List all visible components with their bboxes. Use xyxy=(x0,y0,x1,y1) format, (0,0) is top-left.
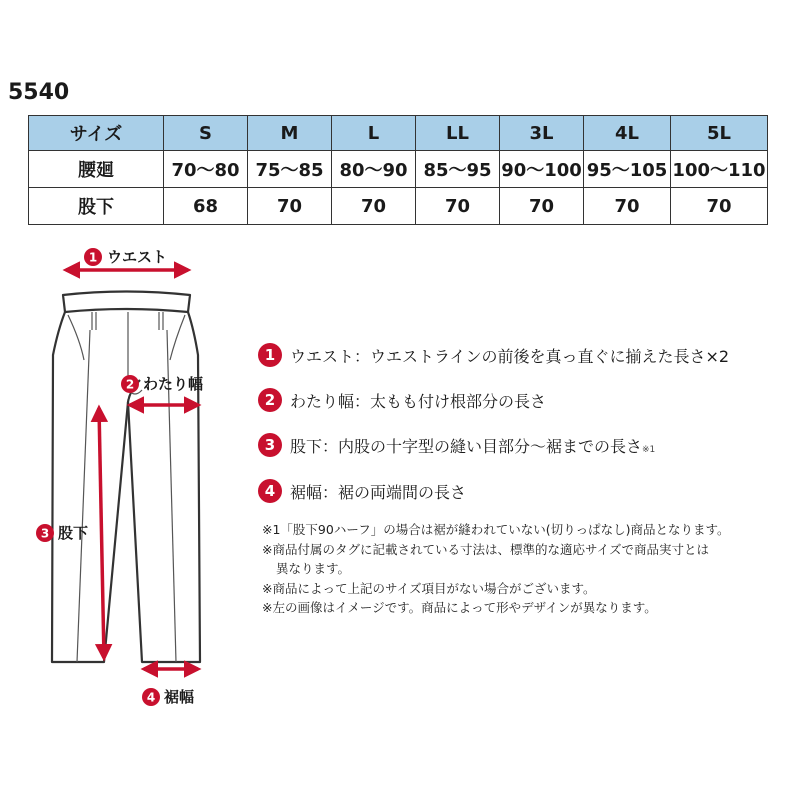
size-LL: LL xyxy=(416,116,500,151)
legend-item xyxy=(258,476,466,506)
inseam-arrow xyxy=(99,408,104,658)
table-cell: 90〜100 xyxy=(500,151,584,188)
note-line: ※商品によって上記のサイズ項目がない場合がございます。 xyxy=(262,580,596,596)
table-cell: 70 xyxy=(416,188,500,225)
table-cell: 68 xyxy=(164,188,248,225)
legend-num: 4 xyxy=(258,479,282,503)
table-cell: 70〜80 xyxy=(164,151,248,188)
legend-num: 1 xyxy=(258,343,282,367)
thigh-label-text: わたり幅 xyxy=(143,375,204,393)
legend-text xyxy=(290,434,655,457)
note-line: ※1「股下90ハーフ」の場合は裾が縫われていない(切りっぱなし)商品となります。 xyxy=(262,522,730,537)
size-header-row xyxy=(29,116,768,151)
inseam-label-num: 3 xyxy=(40,526,50,541)
table-cell: 100〜110 xyxy=(671,151,768,188)
table-cell: 95〜105 xyxy=(584,151,671,188)
table-cell: 70 xyxy=(671,188,768,225)
legend-item xyxy=(258,430,655,460)
table-cell: 70 xyxy=(500,188,584,225)
legend-desc: 股下：内股の十字型の縫い目部分〜裾までの長さ xyxy=(290,436,643,456)
pants-outline xyxy=(52,292,200,663)
model-number: 5540 xyxy=(8,80,70,105)
legend-item xyxy=(258,340,729,370)
waist-label-num: 1 xyxy=(88,250,98,265)
note-line: ※左の画像はイメージです。商品によって形やデザインが異なります。 xyxy=(262,600,657,615)
measure-labels xyxy=(36,248,203,706)
size-table xyxy=(28,115,768,225)
size-M: M xyxy=(248,116,332,151)
note-line: 異なります。 xyxy=(276,561,351,576)
table-row-waist xyxy=(29,151,768,188)
row-label-inseam: 股下 xyxy=(29,188,164,225)
legend-num: 3 xyxy=(258,433,282,457)
size-S: S xyxy=(164,116,248,151)
table-cell: 85〜95 xyxy=(416,151,500,188)
table-cell: 70 xyxy=(248,188,332,225)
size-L: L xyxy=(332,116,416,151)
notes xyxy=(262,520,792,618)
legend-num: 2 xyxy=(258,388,282,412)
table-cell: 80〜90 xyxy=(332,151,416,188)
header-label: サイズ xyxy=(29,116,164,151)
row-label-waist: 腰廻 xyxy=(29,151,164,188)
waist-label-text: ウエスト xyxy=(107,248,168,266)
table-row-inseam xyxy=(29,188,768,225)
table-cell: 70 xyxy=(584,188,671,225)
pants-diagram xyxy=(0,230,250,710)
legend-text xyxy=(290,344,729,367)
size-4L: 4L xyxy=(584,116,671,151)
table-cell: 70 xyxy=(332,188,416,225)
legend-text xyxy=(290,480,466,503)
legend-item xyxy=(258,385,546,415)
note-line: ※商品付属のタグに記載されている寸法は、標準的な適応サイズで商品実寸とは xyxy=(262,541,709,557)
inseam-label-text: 股下 xyxy=(58,524,89,542)
hem-label-num: 4 xyxy=(146,690,156,705)
legend-desc: わたり幅：太もも付け根部分の長さ xyxy=(290,391,547,411)
legend-note-mark: ※1 xyxy=(642,444,656,455)
table-cell: 75〜85 xyxy=(248,151,332,188)
legend-desc: ウエスト：ウエストラインの前後を真っ直ぐに揃えた長さ×2 xyxy=(290,346,730,366)
size-3L: 3L xyxy=(500,116,584,151)
thigh-label-num: 2 xyxy=(125,377,135,392)
pants-details xyxy=(68,312,185,662)
hem-label-text: 裾幅 xyxy=(164,688,195,706)
legend-desc: 裾幅：裾の両端間の長さ xyxy=(290,482,467,502)
legend-text xyxy=(290,389,546,412)
size-5L: 5L xyxy=(671,116,768,151)
